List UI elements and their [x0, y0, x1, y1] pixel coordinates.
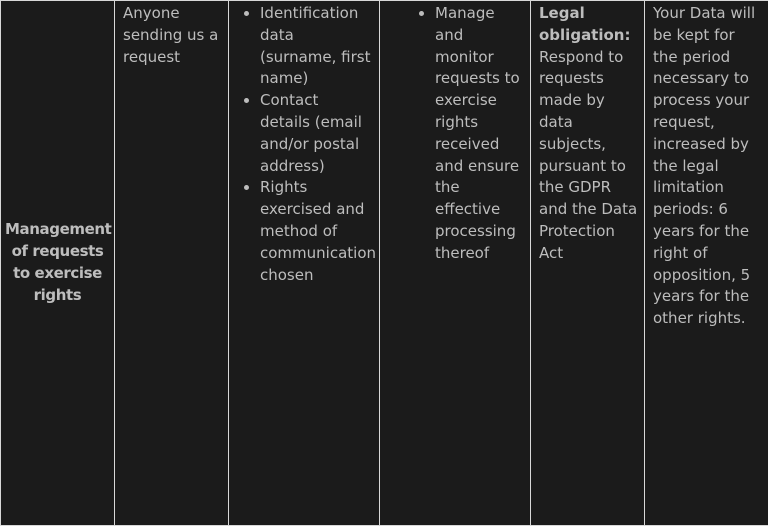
- list-item: • Rights exercised and method of communication chosen: [260, 177, 373, 286]
- list-item: • Contact details (email and/or postal address): [260, 90, 373, 177]
- processing-activity-cell: [1, 1, 115, 526]
- data-subjects-text: Anyone sending us a request: [123, 4, 219, 66]
- data-categories-cell: [229, 1, 380, 526]
- legal-basis-text: Respond to requests made by data subjects, pursuant to the GDPR and the Data Protection Act: [539, 47, 638, 262]
- data-subjects-cell: [115, 1, 229, 526]
- purposes-cell: [380, 1, 531, 526]
- retention-cell: [645, 1, 768, 526]
- list-item: • Manage and monitor requests to exercise rights received and ensure the effective processing thereof: [435, 3, 524, 265]
- processing-activity-label: Management of requests to exercise rights: [5, 220, 112, 304]
- table-row: [1, 1, 768, 526]
- retention-text: Your Data will be kept for the period necessary to process your request, increased by the legal limitation periods: 6 years for the right of opposition, 5 years for the other rights.: [653, 4, 756, 328]
- list-item: • Identification data (surname, first name): [260, 3, 373, 90]
- legal-basis-title: Legal obligation:: [539, 4, 631, 44]
- data-categories-list: [237, 3, 377, 286]
- legal-basis-cell: [531, 1, 645, 526]
- purposes-list: [409, 3, 524, 265]
